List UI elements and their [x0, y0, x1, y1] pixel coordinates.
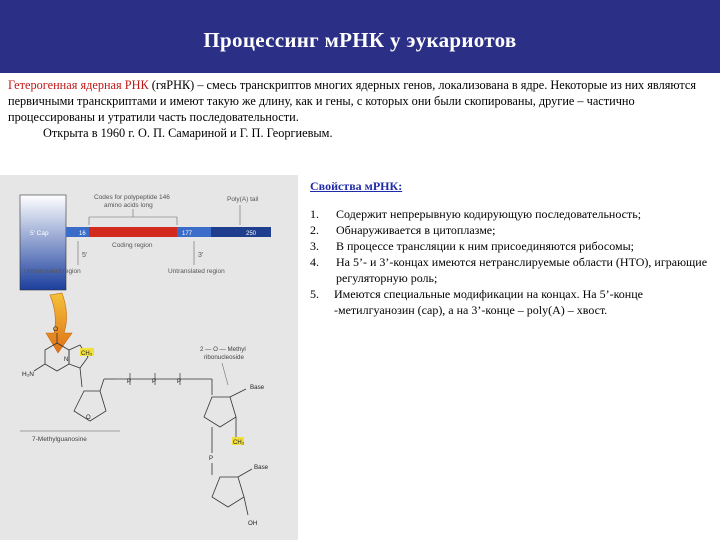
codes-label-2: amino acids long	[104, 202, 153, 209]
property-item	[310, 254, 715, 286]
property-text: Имеются специальные модификации на концах. На 5’-конце -метилгуанозин (cap), а на 3’-конце – poly(A) – хвост.	[334, 287, 643, 317]
ch3-label-2: CH₃	[233, 440, 245, 446]
mrna-properties	[310, 178, 715, 318]
ribose-1-o: O	[86, 415, 91, 421]
property-text: В процессе трансляции к ним присоединяются рибосомы;	[336, 239, 635, 253]
property-item	[310, 286, 715, 318]
polya-segment	[211, 227, 271, 237]
utr-left-label: Untranslated region	[24, 268, 81, 275]
figure-svg	[0, 175, 298, 540]
coding-segment	[89, 227, 177, 237]
num-250: 250	[246, 231, 257, 237]
five-prime-label: 5'	[82, 252, 88, 259]
property-item	[310, 222, 715, 238]
ribose-1	[74, 379, 116, 421]
p2: P	[152, 379, 157, 385]
intro-term: Гетерогенная ядерная РНК	[8, 78, 149, 92]
property-item	[310, 206, 715, 222]
num-177: 177	[182, 231, 193, 237]
utr-right-label: Untranslated region	[168, 268, 225, 275]
methylguanosine-label: 7-Methylguanosine	[32, 436, 87, 443]
property-number: 5.	[310, 287, 319, 301]
properties-heading: Свойства мРНК:	[310, 179, 403, 193]
property-text: На 5’- и 3’-концах имеются нетранслируемые области (НТО), играющие регуляторную роль;	[336, 255, 708, 285]
intro-paragraph	[8, 77, 716, 141]
cap-box	[20, 195, 66, 290]
discovery-line: Открыта в 1960 г. О. П. Самариной и Г. П. Георгиевым.	[43, 126, 333, 140]
three-prime-label: 3'	[198, 252, 204, 259]
methyl-label-2: ribonucleoside	[204, 354, 244, 361]
cap-label: 5' Cap	[30, 230, 49, 237]
oh-label: OH	[248, 520, 258, 527]
num-16: 16	[79, 231, 86, 237]
coding-label: Coding region	[112, 242, 153, 249]
property-number: 2.	[310, 223, 319, 237]
slide-title: Процессинг мРНК у эукариотов	[203, 28, 517, 52]
codes-label-1: Codes for polypeptide 146	[94, 194, 170, 201]
ring-n: N	[64, 357, 69, 363]
base-1: Base	[250, 384, 265, 391]
ribose-3	[212, 463, 252, 515]
polya-label: Poly(A) tail	[227, 196, 259, 203]
methyl-label-1: 2 — O — Methyl	[200, 346, 246, 353]
property-number: 3.	[310, 239, 319, 253]
ch3-label: CH₃	[81, 351, 93, 357]
title-bar	[0, 0, 720, 73]
property-text: Содержит непрерывную кодирующую последовательность;	[336, 207, 642, 221]
amine-label: H₂N	[22, 371, 34, 378]
property-number: 1.	[310, 207, 319, 221]
p1: P	[127, 379, 132, 385]
property-text: Обнаруживается в цитоплазме;	[336, 223, 496, 237]
mrna-structure-figure	[0, 175, 298, 540]
property-number: 4.	[310, 255, 319, 269]
base-2: Base	[254, 464, 269, 471]
p4: P	[209, 456, 214, 462]
carbonyl-o: O	[53, 326, 59, 333]
property-item	[310, 238, 715, 254]
intro-text: (гяРНК) – смесь транскриптов многих ядерных генов, локализована в ядре. Некоторые из них являются первичными транскриптами и имеют такую же длину, как и гены, с которых они были скопированы, другие – частично процессированы и утратили часть последовательности.	[8, 78, 697, 124]
p3: P	[177, 379, 182, 385]
